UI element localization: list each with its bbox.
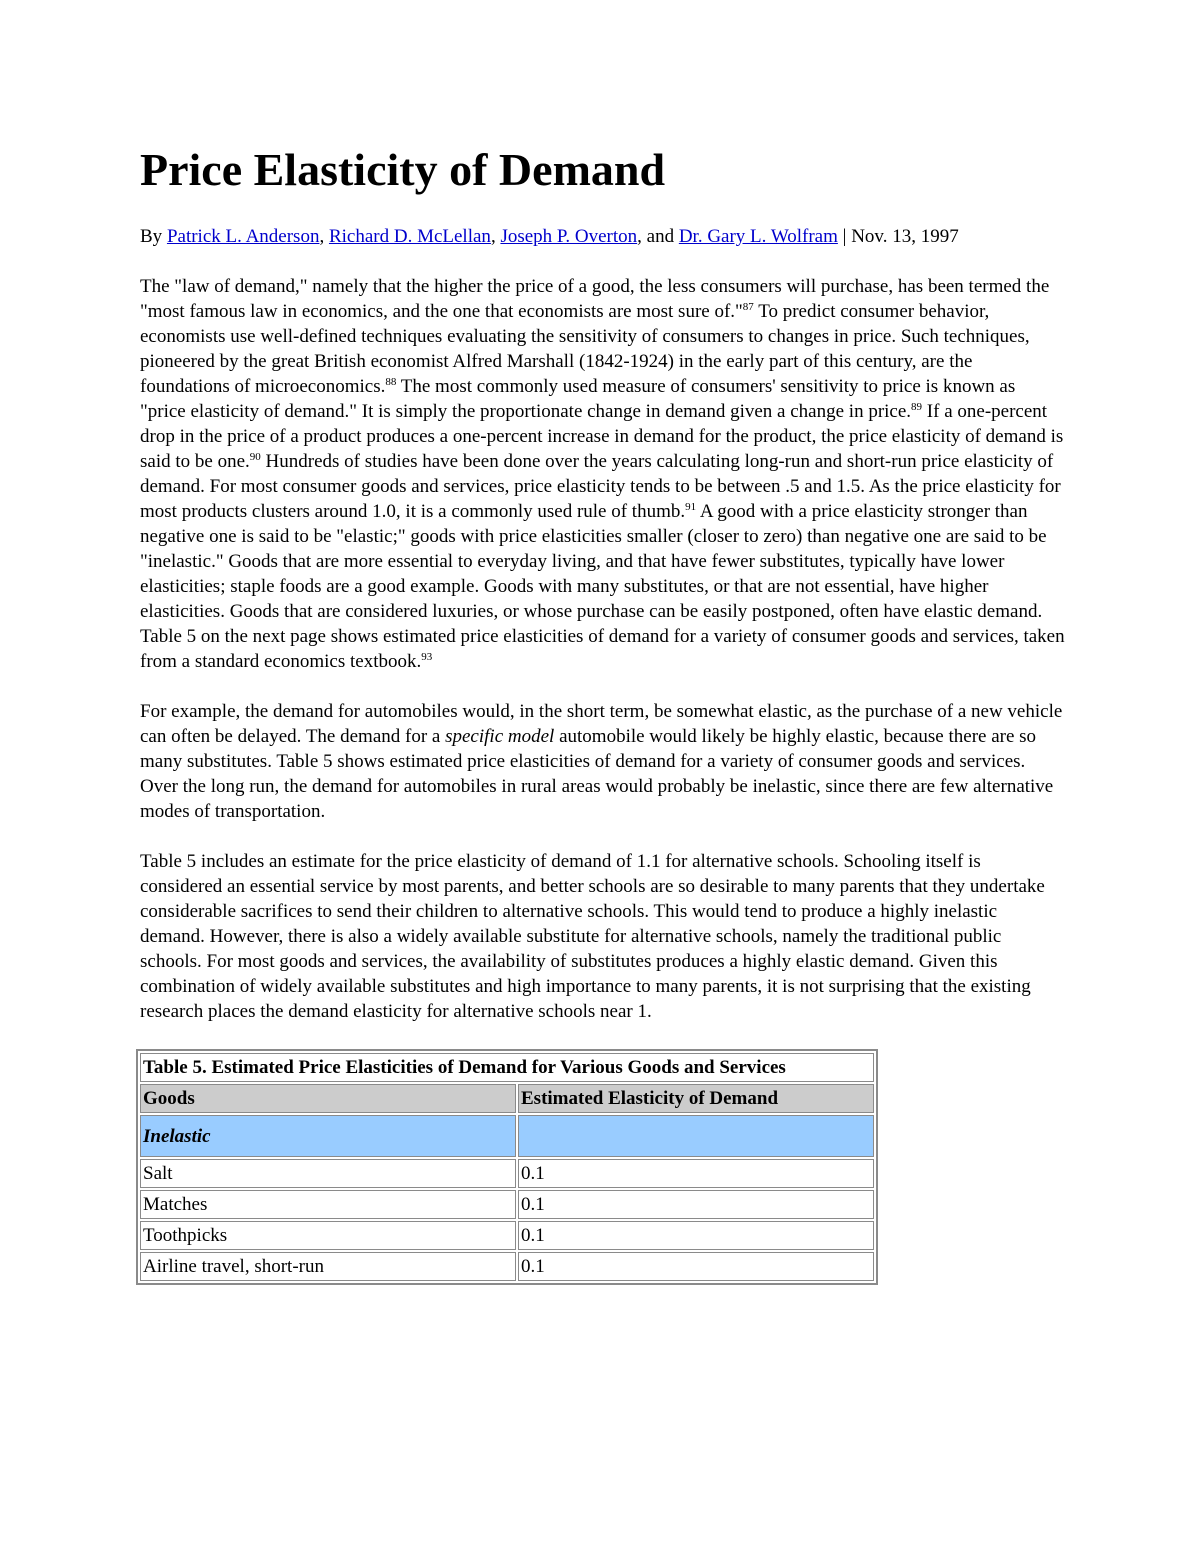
table-row bbox=[140, 1221, 874, 1250]
table-row bbox=[140, 1252, 874, 1281]
paragraph-text: automobile would likely be highly elastic, because there are so many substitutes. Table 5 shows estimated price elasticities of demand for a variety of consumer goods and services. Over the long run, the demand for automobiles in rural areas would probably be inelastic, since there are few alternative modes of transportation. bbox=[140, 726, 1054, 822]
group-label-inelastic: Inelastic bbox=[140, 1115, 516, 1157]
paragraph-text: To predict consumer behavior, economists use well-defined techniques evaluating the sensitivity of consumers to changes in price. Such techniques, pioneered by the great British economist Alfred Marshall (1842-1924) in the early part of this century, are the foundations of microeconomics. bbox=[140, 301, 1030, 397]
elasticity-cell: 0.1 bbox=[518, 1159, 874, 1188]
author-link-anderson[interactable]: Patrick L. Anderson bbox=[166, 226, 320, 247]
elasticity-cell: 0.1 bbox=[518, 1252, 874, 1281]
footnote-ref: 93 bbox=[421, 651, 433, 663]
byline-by: By bbox=[140, 226, 163, 247]
footnote-ref: 91 bbox=[685, 501, 697, 513]
footnote-ref: 87 bbox=[742, 301, 754, 313]
author-link-mclellan[interactable]: Richard D. McLellan bbox=[328, 226, 491, 247]
group-empty-cell bbox=[518, 1115, 874, 1157]
elasticity-cell: 0.1 bbox=[518, 1221, 874, 1250]
elasticity-table bbox=[136, 1049, 878, 1285]
table-caption: Table 5. Estimated Price Elasticities of Demand for Various Goods and Services bbox=[140, 1053, 874, 1082]
author-link-wolfram[interactable]: Dr. Gary L. Wolfram bbox=[678, 226, 838, 247]
goods-cell: Toothpicks bbox=[140, 1221, 516, 1250]
footnote-ref: 89 bbox=[911, 401, 923, 413]
elasticity-cell: 0.1 bbox=[518, 1190, 874, 1219]
paragraph-text: If a one-percent drop in the price of a product produces a one-percent increase in demand for the product, the price elasticity of demand is said to be one. bbox=[140, 401, 1064, 472]
table-row bbox=[140, 1190, 874, 1219]
paragraph-alternative-schools: Table 5 includes an estimate for the price elasticity of demand of 1.1 for alternative schools. Schooling itself is considered an essential service by most parents, and better schools are so desirable to many parents that they undertake considerable sacrifices to send their children to alternative schools. This would tend to produce a highly inelastic demand. However, there is also a widely available substitute for alternative schools, namely the traditional public schools. For most goods and services, the availability of substitutes produces a highly elastic demand. Given this combination of widely available substitutes and high importance to many parents, it is not surprising that the existing research places the demand elasticity for alternative schools near 1. bbox=[140, 851, 1045, 1022]
goods-cell: Salt bbox=[140, 1159, 516, 1188]
table-header-row bbox=[140, 1084, 874, 1113]
footnote-ref: 88 bbox=[385, 376, 397, 388]
column-header-elasticity: Estimated Elasticity of Demand bbox=[518, 1084, 874, 1113]
table-row bbox=[140, 1159, 874, 1188]
byline-date: Nov. 13, 1997 bbox=[851, 226, 959, 247]
byline: By Patrick L. Anderson, Richard D. McLellan, Joseph P. Overton, and Dr. Gary L. Wolfram | Nov. 13, 1997 bbox=[140, 226, 959, 247]
paragraph-law-of-demand bbox=[140, 274, 1065, 674]
paragraph-text: The most commonly used measure of consumers' sensitivity to price is known as "price elasticity of demand." It is simply the proportionate change in demand given a change in price. bbox=[140, 376, 1016, 422]
paragraph-text: For example, the demand for automobiles would, in the short term, be somewhat elastic, as the purchase of a new vehicle can often be delayed. The demand for a bbox=[140, 701, 1063, 747]
paragraph-text: A good with a price elasticity stronger than negative one is said to be "elastic;" goods with price elasticities smaller (closer to zero) than negative one are said to be "inelastic." Goods that are more essential to everyday living, and that have fewer substitutes, typically have lower elasticities; staple foods are a good example. Goods with many substitutes, or that are not essential, have higher elasticities. Goods that are considered luxuries, or whose purchase can be easily postponed, often have elastic demand. Table 5 on the next page shows estimated price elasticities of demand for a variety of consumer goods and services, taken from a standard economics textbook. bbox=[140, 501, 1065, 672]
article bbox=[140, 140, 1065, 1285]
table-caption-row bbox=[140, 1053, 874, 1082]
page-title: Price Elasticity of Demand bbox=[140, 144, 666, 195]
column-header-goods: Goods bbox=[140, 1084, 516, 1113]
emphasis-specific-model: specific model bbox=[445, 726, 555, 747]
paragraph-text: Hundreds of studies have been done over the years calculating long-run and short-run price elasticity of demand. For most consumer goods and services, price elasticity tends to be between .5 and 1.5. As the price elasticity for most products clusters around 1.0, it is a commonly used rule of thumb. bbox=[140, 451, 1061, 522]
byline-and: and bbox=[646, 226, 675, 247]
goods-cell: Matches bbox=[140, 1190, 516, 1219]
paragraph-text: The "law of demand," namely that the higher the price of a good, the less consumers will purchase, has been termed the "most famous law in economics, and the one that economists are most sure of." bbox=[140, 276, 1050, 322]
goods-cell: Airline travel, short-run bbox=[140, 1252, 516, 1281]
table-group-row bbox=[140, 1115, 874, 1157]
footnote-ref: 90 bbox=[249, 451, 261, 463]
author-link-overton[interactable]: Joseph P. Overton bbox=[500, 226, 638, 247]
paragraph-automobiles bbox=[140, 699, 1065, 824]
